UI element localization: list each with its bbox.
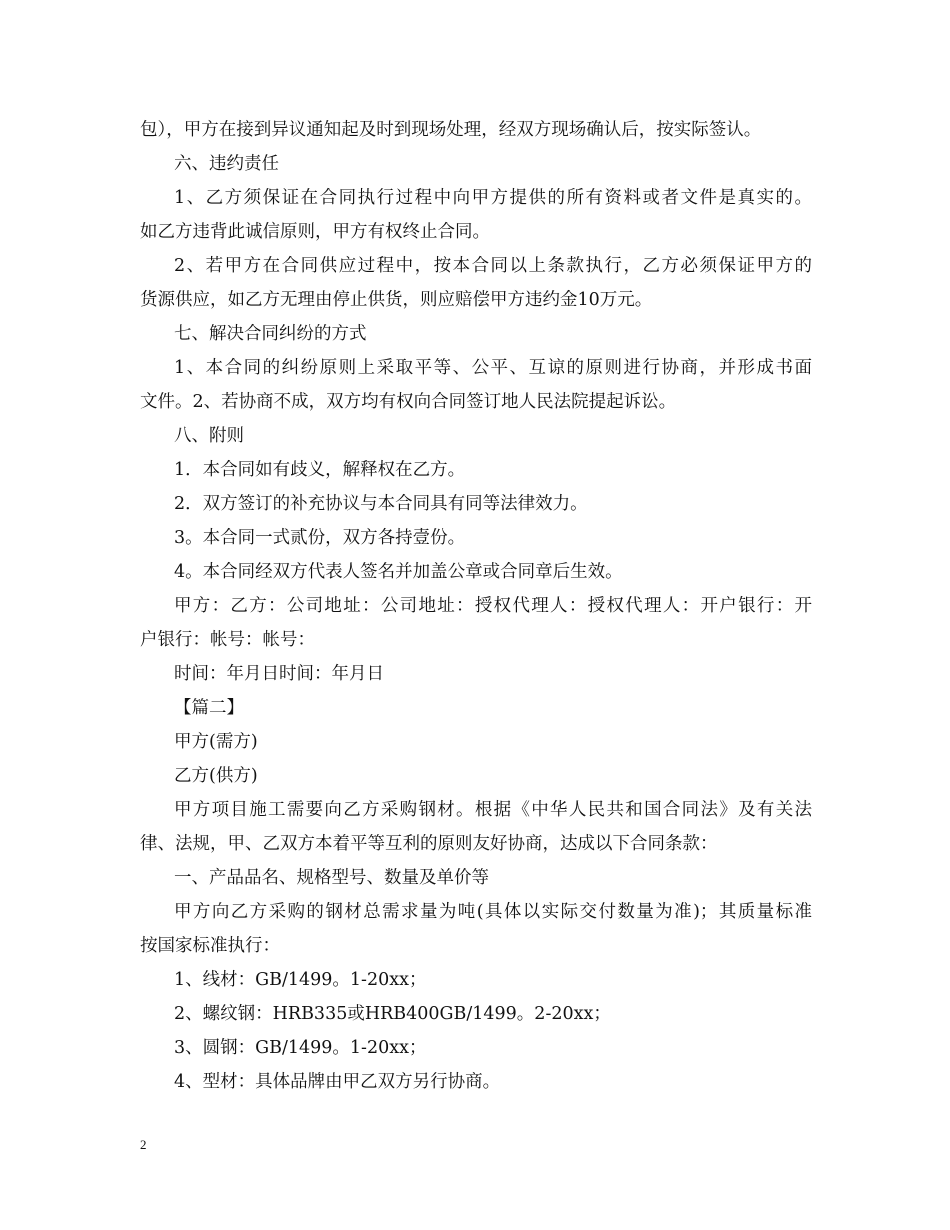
list-item: 4、型材：具体品牌由甲乙双方另行协商。 xyxy=(174,1072,501,1092)
list-item: 4。本合同经双方代表人签名并加盖公章或合同章后生效。 xyxy=(174,562,623,582)
text-line: 包），甲方在接到异议通知起及时到现场处理，经双方现场确认后，按实际签认。 xyxy=(140,120,762,140)
part-heading: 【篇二】 xyxy=(174,698,244,718)
page-number: 2 xyxy=(140,1137,147,1152)
document-body xyxy=(140,113,812,1099)
signature-fields: 甲方：乙方：公司地址：公司地址：授权代理人：授权代理人：开户银行：开 xyxy=(174,596,812,616)
party-label: 甲方(需方) xyxy=(174,732,258,752)
list-item: 3、圆钢：GB/1499。1-20xx； xyxy=(174,1038,427,1058)
signature-fields: 户银行：帐号：帐号： xyxy=(140,630,315,650)
section-heading: 一、产品品名、规格型号、数量及单价等 xyxy=(174,868,489,888)
date-fields: 时间：年月日时间：年月日 xyxy=(174,664,384,684)
list-item: 1．本合同如有歧义，解释权在乙方。 xyxy=(174,460,466,480)
list-item: 1、线材：GB/1499。1-20xx； xyxy=(174,970,427,990)
section-heading: 六、违约责任 xyxy=(174,154,279,174)
list-item: 2、螺纹钢：HRB335或HRB400GB/1499。2-20xx； xyxy=(174,1004,611,1024)
text-line: 如乙方违背此诚信原则，甲方有权终止合同。 xyxy=(140,222,490,242)
text-line: 1、本合同的纠纷原则上采取平等、公平、互谅的原则进行协商，并形成书面 xyxy=(174,358,812,378)
list-item: 2．双方签订的补充协议与本合同具有同等法律效力。 xyxy=(174,494,588,514)
section-heading: 七、解决合同纠纷的方式 xyxy=(174,324,367,344)
text-line: 律、法规，甲、乙双方本着平等互利的原则友好协商，达成以下合同条款： xyxy=(140,834,718,854)
list-item: 3。本合同一式贰份，双方各持壹份。 xyxy=(174,528,466,548)
text-line: 2、若甲方在合同供应过程中，按本合同以上条款执行，乙方必须保证甲方的 xyxy=(174,256,812,276)
text-line: 按国家标准执行： xyxy=(140,936,280,956)
text-line: 甲方项目施工需要向乙方采购钢材。根据《中华人民共和国合同法》及有关法 xyxy=(174,800,812,820)
section-heading: 八、附则 xyxy=(174,426,244,446)
text-line: 货源供应，如乙方无理由停止供货，则应赔偿甲方违约金10万元。 xyxy=(140,290,653,310)
text-line: 文件。2、若协商不成，双方均有权向合同签订地人民法院提起诉讼。 xyxy=(140,392,677,412)
party-label: 乙方(供方) xyxy=(174,766,258,786)
text-line: 甲方向乙方采购的钢材总需求量为吨(具体以实际交付数量为准)；其质量标准 xyxy=(174,902,812,922)
text-line: 1、乙方须保证在合同执行过程中向甲方提供的所有资料或者文件是真实的。 xyxy=(174,188,812,208)
